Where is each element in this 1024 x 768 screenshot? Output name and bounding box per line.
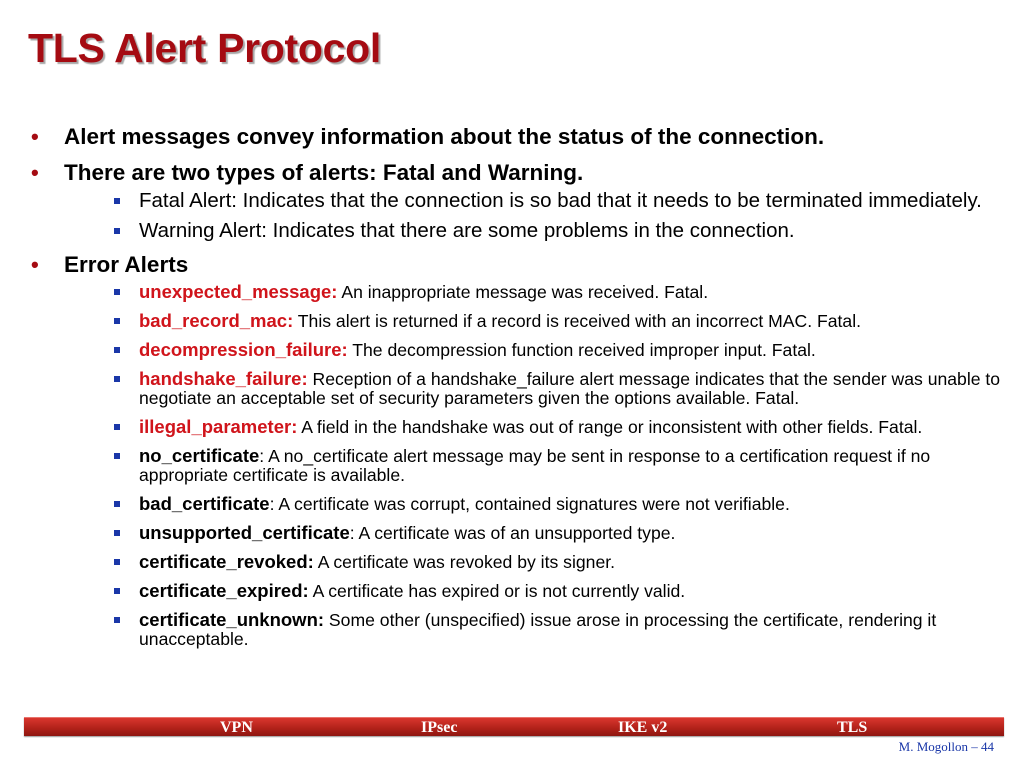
- error-item: [64, 494, 1003, 514]
- bullet-dot-icon: •: [31, 124, 39, 149]
- error-item: [64, 446, 1003, 485]
- error-desc: A certificate was revoked by its signer.: [313, 552, 616, 572]
- bullet-item: [28, 160, 1003, 242]
- error-desc: The decompression function received improper input. Fatal.: [347, 340, 816, 360]
- square-bullet-icon: [114, 318, 120, 324]
- slide-title: TLS Alert Protocol: [28, 25, 381, 71]
- error-item: [64, 581, 1003, 601]
- error-term: bad_record_mac:: [139, 310, 294, 331]
- square-bullet-icon: [114, 588, 120, 594]
- error-term: certificate_unknown:: [139, 609, 325, 630]
- error-term: unexpected_message:: [139, 281, 338, 302]
- square-bullet-icon: [114, 198, 120, 204]
- sub-bullet-text: Fatal Alert: Indicates that the connection is so bad that it needs to be terminated immediately.: [139, 189, 982, 212]
- square-bullet-icon: [114, 530, 120, 536]
- error-item: [64, 311, 1003, 331]
- alert-types-list: [64, 190, 1003, 242]
- footer-nav-ipsec[interactable]: IPsec: [421, 719, 458, 736]
- slide-credit: M. Mogollon – 44: [898, 739, 994, 754]
- error-item: [64, 523, 1003, 543]
- error-desc: This alert is returned if a record is received with an incorrect MAC. Fatal.: [293, 311, 862, 331]
- error-desc: A field in the handshake was out of range or inconsistent with other fields. Fatal.: [297, 417, 923, 437]
- bullet-dot-icon: •: [31, 160, 39, 185]
- slide-content: [28, 124, 1003, 659]
- error-desc: : A certificate was corrupt, contained signatures were not verifiable.: [269, 494, 790, 514]
- square-bullet-icon: [114, 289, 120, 295]
- error-item: [64, 369, 1003, 408]
- error-desc: : A no_certificate alert message may be sent in response to a certification request if no appropriate certificate is available.: [139, 446, 931, 485]
- sub-bullet-text: Warning Alert: Indicates that there are some problems in the connection.: [139, 219, 795, 242]
- error-item: [64, 610, 1003, 649]
- error-desc: Reception of a handshake_failure alert message indicates that the sender was unable to negotiate an acceptable set of security parameters given the options available. Fatal.: [139, 369, 1001, 408]
- sub-bullet-item: [64, 220, 1003, 242]
- error-term: certificate_expired:: [139, 580, 309, 601]
- bullet-text: Error Alerts: [64, 252, 189, 277]
- footer-nav-vpn[interactable]: VPN: [220, 719, 253, 736]
- square-bullet-icon: [114, 424, 120, 430]
- bullet-dot-icon: •: [31, 252, 39, 277]
- error-desc: : A certificate was of an unsupported type.: [349, 523, 676, 543]
- error-desc: An inappropriate message was received. Fatal.: [337, 282, 709, 302]
- bullet-text: Alert messages convey information about the status of the connection.: [64, 124, 825, 149]
- error-item: [64, 340, 1003, 360]
- bullet-text: There are two types of alerts: Fatal and Warning.: [64, 160, 584, 185]
- error-desc: Some other (unspecified) issue arose in processing the certificate, rendering it unacceptable.: [139, 610, 937, 649]
- error-term: handshake_failure:: [139, 368, 308, 389]
- error-term: bad_certificate: [139, 493, 270, 514]
- error-desc: A certificate has expired or is not currently valid.: [308, 581, 686, 601]
- error-term: no_certificate: [139, 445, 260, 466]
- error-term: decompression_failure:: [139, 339, 348, 360]
- footer-nav-ike-v2[interactable]: IKE v2: [618, 719, 668, 736]
- square-bullet-icon: [114, 376, 120, 382]
- error-alerts-list: [64, 282, 1003, 649]
- square-bullet-icon: [114, 617, 120, 623]
- sub-bullet-item: [64, 190, 1003, 212]
- square-bullet-icon: [114, 347, 120, 353]
- error-term: certificate_revoked:: [139, 551, 314, 572]
- square-bullet-icon: [114, 559, 120, 565]
- bullet-item: [28, 124, 1003, 150]
- square-bullet-icon: [114, 228, 120, 234]
- square-bullet-icon: [114, 501, 120, 507]
- footer-nav-tls[interactable]: TLS: [837, 719, 868, 736]
- error-item: [64, 552, 1003, 572]
- square-bullet-icon: [114, 453, 120, 459]
- footer-nav-bar: [24, 717, 1004, 736]
- error-item: [64, 417, 1003, 437]
- error-item: [64, 282, 1003, 302]
- bullet-item: [28, 252, 1003, 649]
- error-term: unsupported_certificate: [139, 522, 350, 543]
- error-term: illegal_parameter:: [139, 416, 298, 437]
